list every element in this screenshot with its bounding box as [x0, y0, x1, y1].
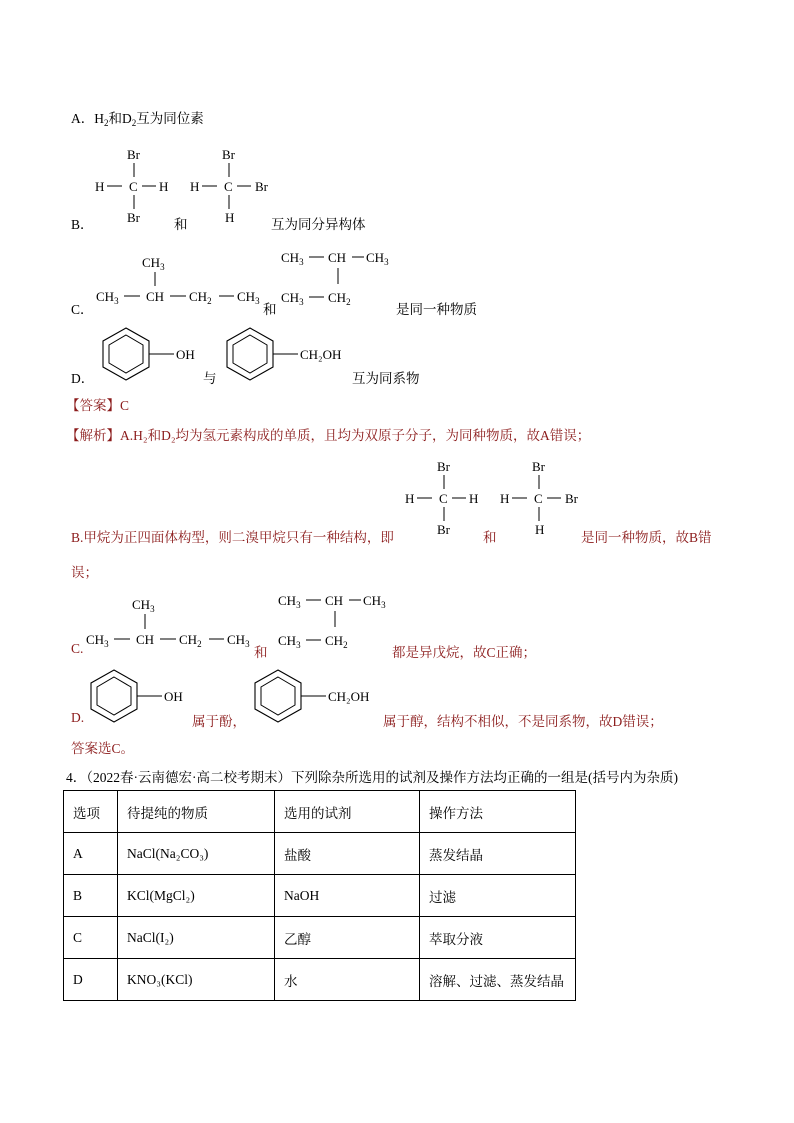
br-right: Br: [565, 491, 578, 506]
br-right: Br: [255, 179, 268, 194]
h-right: H: [469, 491, 479, 506]
h-symbol: H: [94, 111, 104, 126]
ch2-bottom: $CH_2$: [325, 633, 348, 650]
c-center: C: [129, 179, 138, 194]
ch3-right: $CH_3$: [237, 289, 260, 306]
isopentane-structure-1: [92, 250, 272, 310]
table-cell: NaCl(Na₂CO₃): [118, 833, 275, 875]
table-cell: NaCl(I₂): [118, 917, 275, 959]
option-a-text: 互为同位素: [136, 111, 204, 126]
h-left: H: [95, 179, 105, 194]
ch2-mid: $CH_2$: [179, 632, 202, 649]
table-cell: C: [64, 917, 118, 959]
ch3-top-left: $CH_3$: [278, 593, 301, 610]
ch-top: CH: [325, 593, 344, 608]
h-bottom: H: [225, 210, 235, 225]
table-row: [64, 875, 576, 917]
ch3-left: $CH_3$: [86, 632, 109, 649]
benzyl-alcohol-structure: [220, 325, 360, 383]
analysis-dibromomethane-1: [400, 457, 490, 542]
analysis-d-mid: 属于酚，: [192, 714, 246, 729]
table-cell: 盐酸: [275, 833, 420, 875]
option-d-with: 与: [203, 371, 217, 386]
ch-top: CH: [328, 250, 347, 265]
option-b-text: 互为同分异构体: [271, 217, 366, 232]
br-top: Br: [532, 459, 545, 474]
ch3-top-right: $CH_3$: [363, 593, 386, 610]
and-word: 和: [108, 111, 122, 126]
table-cell: D: [64, 959, 118, 1001]
header-cell: 操作方法: [420, 791, 576, 833]
option-b-and: 和: [174, 217, 188, 232]
table-cell: 蒸发结晶: [420, 833, 576, 875]
ch3-bottom: $CH_3$: [278, 633, 301, 650]
answer-line: [66, 394, 129, 414]
table-cell: A: [64, 833, 118, 875]
oh-group: OH: [164, 689, 183, 704]
table-cell: 乙醇: [275, 917, 420, 959]
analysis-b-cont: 误；: [71, 565, 98, 580]
dibromomethane-structure-2: [185, 145, 285, 230]
h-left: H: [500, 491, 510, 506]
analysis-d-label: D.: [71, 710, 85, 725]
h-left: H: [190, 179, 200, 194]
table-row: [64, 959, 576, 1001]
table-cell: 溶解、过滤、蒸发结晶: [420, 959, 576, 1001]
analysis-c-and: 和: [254, 645, 268, 660]
ch2oh-group: CH₂OH: [300, 347, 342, 362]
br-bottom: Br: [127, 210, 140, 225]
d-symbol: D: [122, 111, 132, 126]
ch2-mid: $CH_2$: [189, 289, 212, 306]
table-cell: 萃取分液: [420, 917, 576, 959]
answer-label: 【答案】: [66, 398, 120, 413]
analysis-benzyl-alcohol: [248, 667, 388, 725]
table-cell: KNO₃(KCl): [118, 959, 275, 1001]
analysis-c-end: 都是异戊烷，故C正确；: [392, 645, 537, 660]
header-cell: 选用的试剂: [275, 791, 420, 833]
oh-group: OH: [176, 347, 195, 362]
analysis-isopentane-2: [275, 585, 395, 655]
option-b-label: B．: [71, 217, 94, 232]
header-cell: 待提纯的物质: [118, 791, 275, 833]
ch3-branch: $CH_3$: [132, 597, 155, 614]
br-top: Br: [127, 147, 140, 162]
br-top: Br: [222, 147, 235, 162]
table-cell: NaOH: [275, 875, 420, 917]
analysis-c-label: C.: [71, 641, 84, 656]
c-center: C: [224, 179, 233, 194]
isopentane-structure-2: [278, 242, 398, 312]
h-left: H: [405, 491, 415, 506]
ch3-top-left: $CH_3$: [281, 250, 304, 267]
analysis-b-end: 是同一种物质，故B错: [581, 530, 712, 545]
br-bottom: Br: [437, 522, 450, 537]
table-cell: 水: [275, 959, 420, 1001]
header-cell: 选项: [64, 791, 118, 833]
options-table: [63, 790, 576, 1001]
option-a: [71, 107, 204, 128]
answer-value: C: [120, 398, 130, 413]
ch-center: CH: [146, 289, 165, 304]
ch3-top-right: $CH_3$: [366, 250, 389, 267]
analysis-isopentane-1: [82, 592, 262, 654]
table-cell: 过滤: [420, 875, 576, 917]
ch3-branch: $CH_3$: [142, 255, 165, 272]
analysis-a-line: [66, 424, 590, 444]
table-cell: B: [64, 875, 118, 917]
option-d-text: 互为同系物: [352, 371, 420, 386]
table-cell: KCl(MgCl₂): [118, 875, 275, 917]
ch3-bottom: $CH_3$: [281, 290, 304, 307]
option-c-text: 是同一种物质: [396, 302, 477, 317]
d-subscript: 2: [131, 118, 137, 128]
option-c-and: 和: [263, 302, 277, 317]
option-a-label: A．: [71, 111, 95, 126]
h-subscript: 2: [104, 118, 109, 128]
question-4-stem: 4．（2022春·云南德宏·高二校考期末）下列除杂所选用的试剂及操作方法均正确的一组是(括号内为杂质): [66, 770, 678, 785]
analysis-a-text: A.H₂和D₂均为氢元素构成的单质，且均为双原子分子，为同种物质，故A错误；: [120, 428, 591, 443]
option-d-label: D．: [71, 371, 95, 386]
analysis-label: 【解析】: [66, 428, 120, 443]
c-center: C: [439, 491, 448, 506]
analysis-dibromomethane-2: [495, 457, 595, 542]
ch3-right: $CH_3$: [227, 632, 250, 649]
analysis-final: 答案选C。: [71, 741, 135, 756]
br-top: Br: [437, 459, 450, 474]
h-right: H: [159, 179, 169, 194]
option-c-label: C．: [71, 302, 94, 317]
c-center: C: [534, 491, 543, 506]
table-header-row: [64, 791, 576, 833]
table-row: [64, 917, 576, 959]
dibromomethane-structure-1: [90, 145, 180, 230]
table-row: [64, 833, 576, 875]
analysis-phenol: [84, 667, 194, 725]
ch2-bottom: $CH_2$: [328, 290, 351, 307]
h-bottom: H: [535, 522, 545, 537]
analysis-b-start: B.甲烷为正四面体构型，则二溴甲烷只有一种结构，即: [71, 530, 394, 545]
analysis-b-and: 和: [483, 530, 497, 545]
analysis-d-end: 属于醇，结构不相似，不是同系物，故D错误；: [383, 714, 663, 729]
ch-center: CH: [136, 632, 155, 647]
ch3-left: $CH_3$: [96, 289, 119, 306]
ch2oh-group: CH₂OH: [328, 689, 370, 704]
phenol-structure: [96, 325, 211, 383]
